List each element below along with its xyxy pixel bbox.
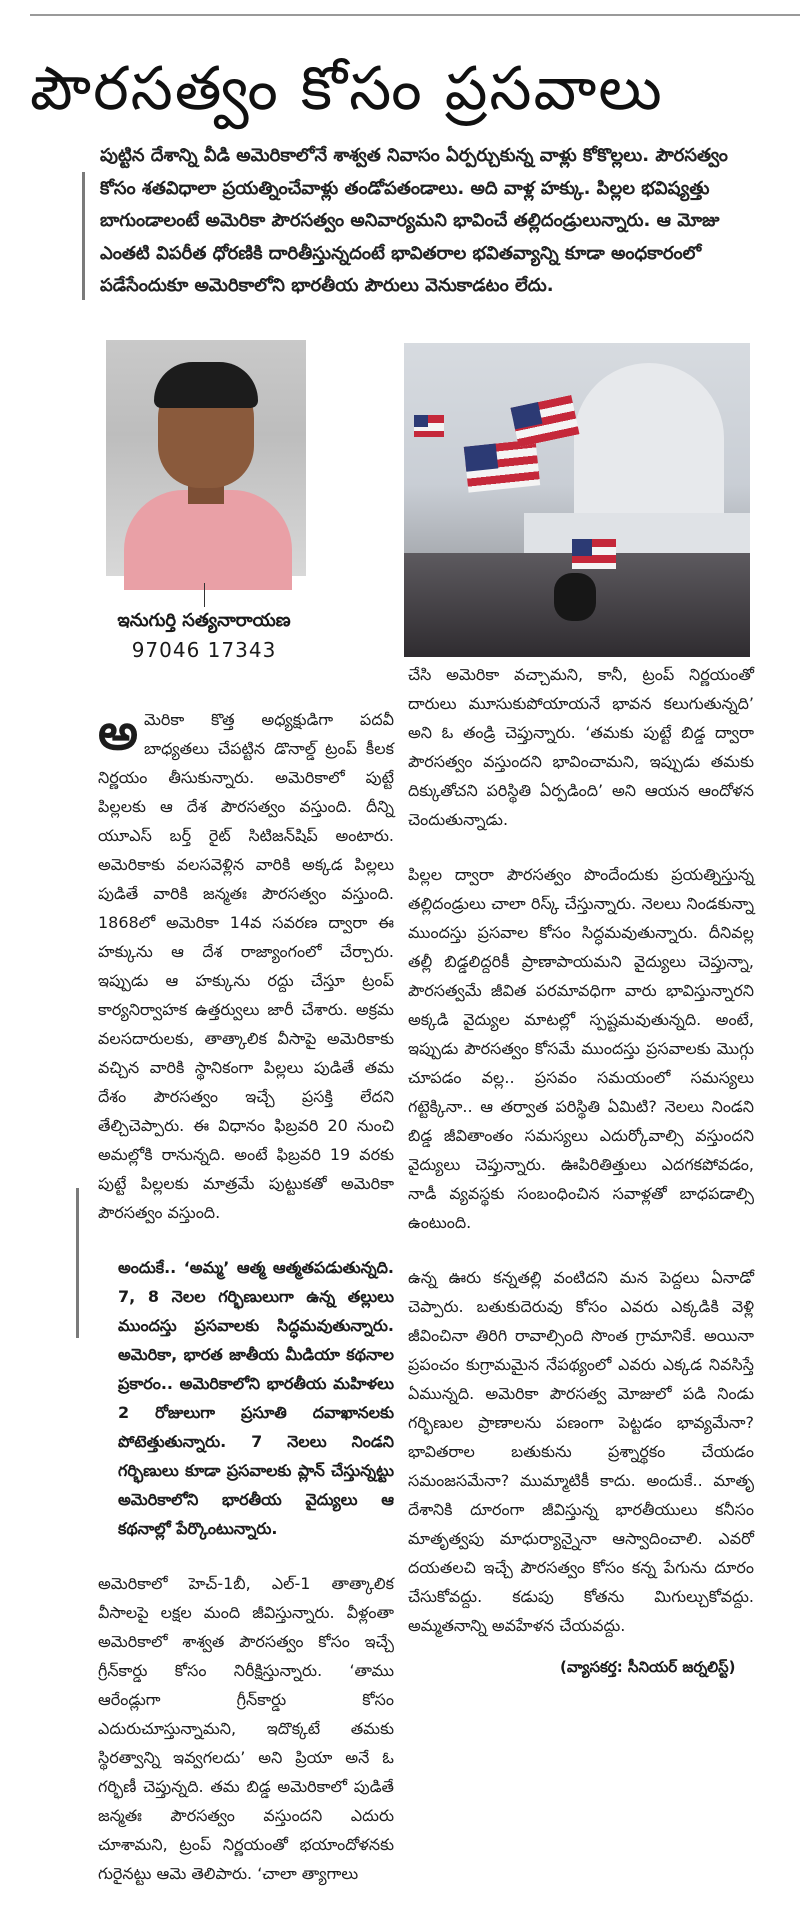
author-photo [106,340,306,576]
article-title: పౌరసత్వం కోసం ప్రసవాలు [30,54,664,124]
intro-accent-bar [82,172,85,300]
author-connector-line [204,583,205,607]
byline: (వ్యాసకర్త: సీనియర్ జర్నలిస్ట్) [560,1658,736,1676]
us-flag-icon [464,439,540,492]
us-flag-icon [414,415,444,437]
author-photo-shirt [124,490,292,590]
article-column-left [98,705,394,1914]
dropcap: అ [98,703,138,761]
us-flag-icon [572,539,616,569]
gloved-hand [554,573,596,621]
author-photo-hair [154,362,258,408]
us-flag-icon [511,395,580,447]
pullout-paragraph: అందుకే.. ‘అమ్మ’ ఆత్మ ఆత్మతపడుతున్నది. 7, 8 నెలల గర్భిణులుగా ఉన్న తల్లులు ముందస్తు ప్రసవాలకు సిద్ధమవుతున్నారు. అమెరికా, భారత జాతీయ మీడియా కథనాల ప్రకారం.. అమెరికాలోని భారతీయ మహిళలు 2 రోజులుగా ప్రసూతి దవాఖానలకు పోటెత్తుతున్నారు. 7 నెలలు నిండని గర్భిణులు కూడా ప్రసవాలకు ప్లాన్ చేస్తున్నట్టు అమెరికాలోని భారతీయ వైద్యులు ఆ కథనాల్లో పేర్కొంటున్నారు. [118,1258,394,1538]
paragraph [98,705,394,1227]
paragraph: పిల్లల ద్వారా పౌరసత్వం పొందేందుకు ప్రయత్నిస్తున్న తల్లిదండ్రులు చాలా రిస్క్ చేస్తున్నారు. నెలలు నిండకున్నా ముందస్తు ప్రసవాల కోసం సిద్ధమవుతున్నారు. దీనివల్ల తల్లీ బిడ్డలిద్దరికీ ప్రాణాపాయమని వైద్యులు చెప్తున్నా, పౌరసత్వమే జీవిత పరమావధిగా వారు భావిస్తున్నారని అక్కడి వైద్యుల మాటల్లో స్పష్టమవుతున్నది. అంటే, ఇప్పుడు పౌరసత్వం కోసమే ముందస్తు ప్రసవాలకు మొగ్గు చూపడం వల్ల.. ప్రసవం సమయంలో సమస్యలు గట్టెక్కినా.. ఆ తర్వాత పరిస్థితి ఏమిటి? నెలలు నిండని బిడ్డ జీవితాంతం సమస్యలు ఎదుర్కోవాల్సి వస్తుందని వైద్యులు చెప్తున్నారు. ఊపిరితిత్తులు ఎదగకపోవడం, నాడీ వ్యవస్థకు సంబంధించిన సవాళ్లతో బాధపడాల్సి ఉంటుంది. [408,865,754,1232]
pullout-accent-bar [76,1188,79,1338]
paragraph: చేసి అమెరికా వచ్చామని, కానీ, ట్రంప్ నిర్ణయంతో దారులు మూసుకుపోయాయనే భావన కలుగుతున్నది’ అని ఓ తండ్రి చెప్తున్నారు. ‘తమకు పుట్టే బిడ్డ ద్వారా పౌరసత్వం వస్తుందని భావించామని, ఇప్పుడు తమకు దిక్కుతోచని పరిస్థితి ఏర్పడింది’ అని ఆయన ఆందోళన చెందుతున్నాడు. [408,665,754,829]
author-phone: 97046 17343 [131,638,277,662]
top-rule [30,14,800,16]
author-name: ఇనుగుర్తి సత్యనారాయణ [117,610,291,631]
article-column-right [408,660,754,1666]
article-intro: పుట్టిన దేశాన్ని వీడి అమెరికాలోనే శాశ్వత నివాసం ఏర్పర్చుకున్న వాళ్లు కోకొల్లలు. పౌరసత్వం కోసం శతవిధాలా ప్రయత్నించేవాళ్లు తండోపతండాలు. అది వాళ్ల హక్కు. పిల్లల భవిష్యత్తు బాగుండాలంటే అమెరికా పౌరసత్వం అనివార్యమని భావించే తల్లిదండ్రులున్నారు. ఆ మోజు ఎంతటి విపరీత ధోరణికి దారితీస్తున్నదంటే భావితరాల భవితవ్యాన్ని కూడా అంధకారంలో పడేసేందుకూ అమెరికాలోని భారతీయ పౌరులు వెనుకాడటం లేదు. [100,145,728,296]
paragraph: ఉన్న ఊరు కన్నతల్లి వంటిదని మన పెద్దలు ఏనాడో చెప్పారు. బతుకుదెరువు కోసం ఎవరు ఎక్కడికి వెళ్లి జీవించినా తిరిగి రావాల్సింది సొంత గ్రామానికే. అయినా ప్రపంచం కుగ్రామమైన నేపథ్యంలో ఎవరు ఎక్కడ నివసిస్తే ఏమున్నది. అమెరికా పౌరసత్వ మోజులో పడి నిండు గర్భిణుల ప్రాణాలను పణంగా పెట్టడం భావ్యమేనా? భావితరాల బతుకును ప్రశ్నార్థకం చేయడం సమంజసమేనా? ముమ్మాటికీ కాదు. అందుకే.. మాతృ దేశానికి దూరంగా జీవిస్తున్న భారతీయులు కనీసం మాతృత్వపు మాధుర్యాన్నైనా ఆస్వాదించాలి. ఎవరో దయతలచి ఇచ్చే పౌరసత్వం కోసం కన్న పేగును దూరం చేసుకోవద్దు. కడుపు కోతను మిగుల్చుకోవద్దు. అమ్మతనాన్ని అవహేళన చేయవద్దు. [408,1268,754,1635]
paragraph: అమెరికాలో హెచ్-1బీ, ఎల్-1 తాత్కాలిక వీసాలపై లక్షల మంది జీవిస్తున్నారు. వీళ్లంతా అమెరికాలో శాశ్వత పౌరసత్వం కోసం ఇచ్చే గ్రీన్‌కార్డు కోసం నిరీక్షిస్తున్నారు. ‘తాము ఆరేండ్లుగా గ్రీన్‌కార్డు కోసం ఎదురుచూస్తున్నామని, ఇదొక్కటే తమకు స్థిరత్వాన్ని ఇవ్వగలదు’ అని ప్రియా అనే ఓ గర్భిణీ చెప్తున్నది. తమ బిడ్డ అమెరికాలో పుడితే జన్మతః పౌరసత్వం వస్తుందని ఎదురు చూశామని, ట్రంప్ నిర్ణయంతో భయాందోళనకు గురైనట్టు ఆమె తెలిపారు. ‘చాలా త్యాగాలు [98,1574,394,1883]
paragraph-text: మెరికా కొత్త అధ్యక్షుడిగా పదవీ బాధ్యతలు చేపట్టిన డొనాల్డ్ ట్రంప్ కీలక నిర్ణయం తీసుకున్నారు. అమెరికాలో పుట్టే పిల్లలకు ఆ దేశ పౌరసత్వం వస్తుంది. దీన్ని యూఎస్ బర్త్ రైట్ సిటిజన్‌షిప్ అంటారు. అమెరికాకు వలసవెళ్లిన వారికి అక్కడ పిల్లలు పుడితే వారికి జన్మతః పౌరసత్వం వస్తుంది. 1868లో అమెరికా 14వ సవరణ ద్వారా ఈ హక్కును ఆ దేశ రాజ్యాంగంలో చేర్చారు. ఇప్పుడు ఆ హక్కును రద్దు చేస్తూ ట్రంప్ కార్యనిర్వాహక ఉత్తర్వులు జారీ చేశారు. అక్రమ వలసదారులకు, తాత్కాలిక వీసాపై అమెరికాకు వచ్చిన వారికి స్థానికంగా పిల్లలు పుడితే తమ దేశం పౌరసత్వం ఇచ్చే ప్రసక్తి లేదని తేల్చిచెప్పారు. ఈ విధానం ఫిబ్రవరి 20 నుంచి అమల్లోకి రానున్నది. అంటే ఫిబ్రవరి 19 వరకు పుట్టే పిల్లలకు మాత్రమే పుట్టుకతో అమెరికా పౌరసత్వం వస్తుంది. [98,710,394,1222]
capitol-flags-photo [404,343,750,657]
